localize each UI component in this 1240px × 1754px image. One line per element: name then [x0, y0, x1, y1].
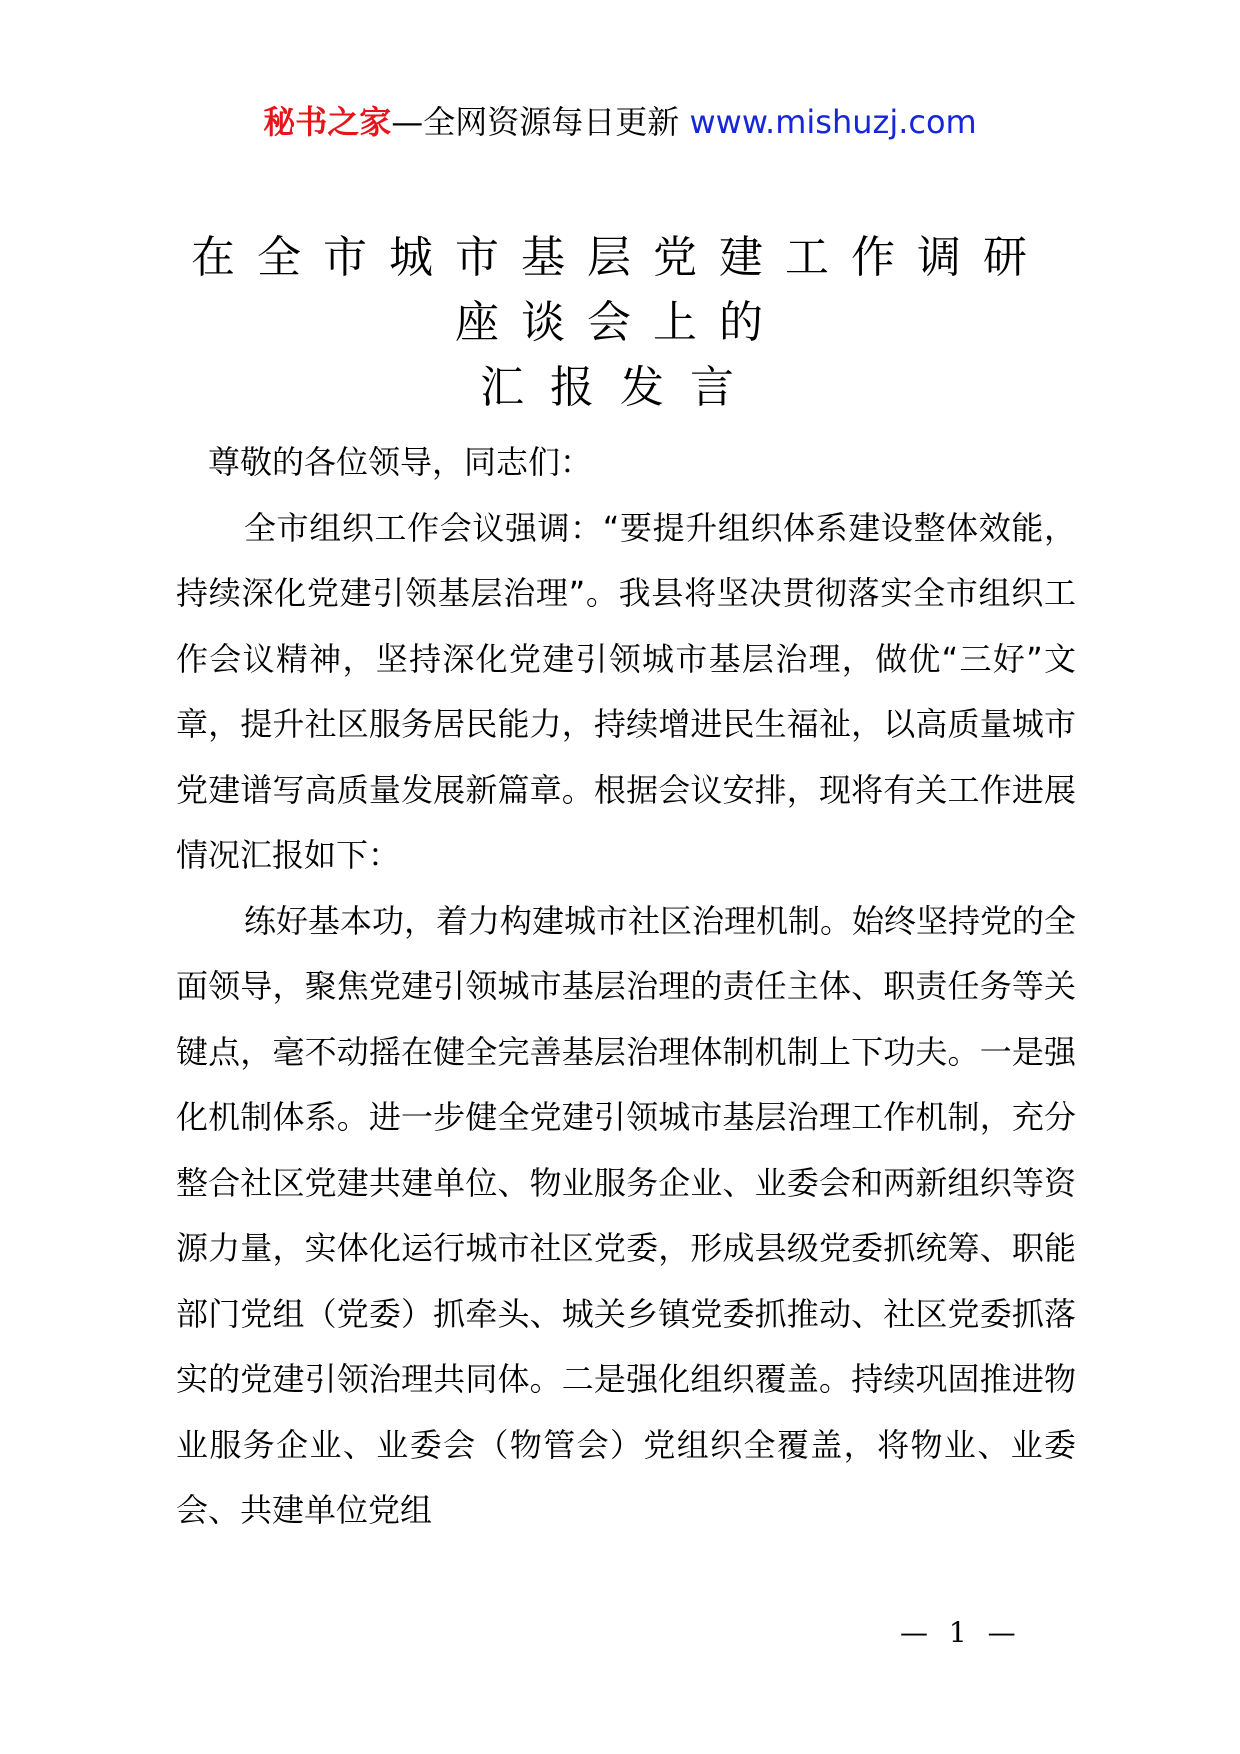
site-header — [0, 100, 1240, 144]
site-slogan: —全网资源每日更新 — [391, 103, 680, 141]
body-paragraph: 练好基本功，着力构建城市社区治理机制。始终坚持党的全面领导，聚焦党建引领城市基层治理的责任主体、职责任务等关键点，毫不动摇在健全完善基层治理体制机制上下功夫。一是强化机制体系。进一步健全党建引领城市基层治理工作机制，充分整合社区党建共建单位、物业服务企业、业委会和两新组织等资源力量，实体化运行城市社区党委，形成县级党委抓统筹、职能部门党组（党委）抓牵头、城关乡镇党委抓推动、社区党委抓落实的党建引领治理共同体。二是强化组织覆盖。持续巩固推进物业服务企业、业委会（物管会）党组织全覆盖，将物业、业委会、共建单位党组 — [176, 901, 1077, 1529]
document-title-line-2: 座谈会上的 — [455, 297, 785, 348]
document-body — [176, 430, 1076, 1544]
page-number: — 1 — — [900, 1616, 1022, 1649]
site-url[interactable]: www.mishuzj.com — [689, 103, 977, 141]
salutation: 尊敬的各位领导，同志们： — [208, 443, 593, 481]
site-brand: 秘书之家 — [263, 103, 392, 141]
body-paragraph: 全市组织工作会议强调：“要提升组织体系建设整体效能，持续深化党建引领基层治理”。我县将坚决贯彻落实全市组织工作会议精神，坚持深化党建引领城市基层治理，做优“三好”文章，提升社区服务居民能力，持续增进民生福祉，以高质量城市党建谱写高质量发展新篇章。根据会议安排，现将有关工作进展情况汇报如下： — [176, 508, 1076, 874]
document-title-line-1: 在全市城市基层党建工作调研 — [191, 232, 1049, 283]
document-title-line-3: 汇报发言 — [480, 362, 760, 413]
